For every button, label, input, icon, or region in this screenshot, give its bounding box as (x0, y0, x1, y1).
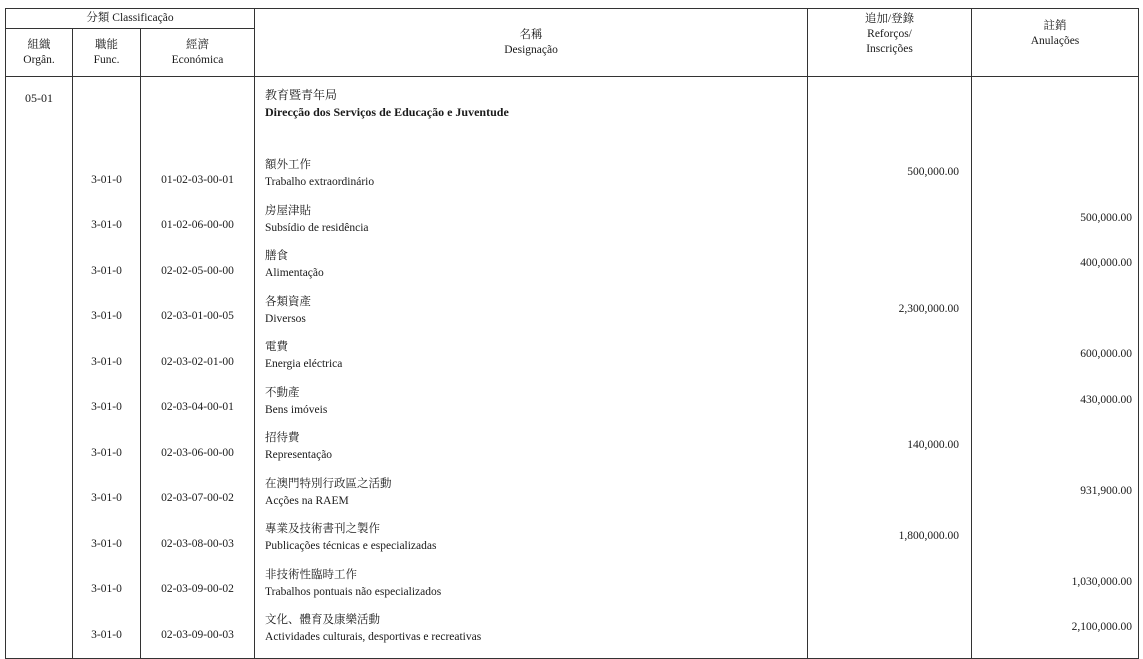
reinforcement-amount (808, 385, 972, 431)
functional-code: 3-01-0 (73, 476, 141, 522)
functional-code: 3-01-0 (73, 294, 141, 340)
designation-pt: Diversos (265, 312, 306, 325)
designation-zh: 電費 (265, 341, 289, 353)
functional-code: 3-01-0 (73, 567, 141, 613)
annulment-amount: 430,000.00 (972, 385, 1139, 431)
designation-pt: Acções na RAEM (265, 494, 349, 507)
reinforcement-amount (808, 248, 972, 294)
table-row (6, 385, 1139, 431)
table-row (6, 248, 1139, 294)
designation-zh: 房屋津貼 (265, 204, 312, 217)
annulment-amount (972, 521, 1139, 567)
annulment-amount (972, 430, 1139, 476)
table-row (6, 294, 1139, 340)
annulments-header (972, 9, 1139, 77)
annulment-amount (972, 157, 1139, 203)
designation-zh: 額外工作 (265, 159, 312, 171)
designation-header-pt: Designação (504, 43, 558, 56)
annulments-header-pt: Anulações (1030, 35, 1080, 47)
organic-header (6, 29, 73, 77)
table-row (6, 612, 1139, 658)
table-row (6, 203, 1139, 249)
economic-code: 02-03-07-00-02 (141, 476, 255, 522)
designation-pt: Trabalhos pontuais não especializados (265, 585, 442, 598)
designation-cell (255, 294, 808, 340)
annulment-amount: 600,000.00 (972, 339, 1139, 385)
designation-cell (255, 476, 808, 522)
reinforcement-amount (808, 567, 972, 613)
reinforcements-header (808, 9, 972, 77)
table-row (6, 430, 1139, 476)
reinforcement-amount (808, 203, 972, 249)
designation-cell (255, 248, 808, 294)
functional-header-zh: 職能 (95, 38, 118, 51)
table-row (6, 476, 1139, 522)
organ-row (6, 77, 1139, 138)
economic-code: 02-03-04-00-01 (141, 385, 255, 431)
designation-pt: Alimentação (265, 267, 324, 279)
spacer-row (6, 137, 1139, 157)
designation-pt: Subsídio de residência (265, 221, 369, 234)
functional-code: 3-01-0 (73, 612, 141, 658)
economic-code: 02-02-05-00-00 (141, 248, 255, 294)
annulment-amount: 400,000.00 (972, 248, 1139, 294)
economic-code: 01-02-06-00-00 (141, 203, 255, 249)
economic-code: 02-03-02-01-00 (141, 339, 255, 385)
functional-code: 3-01-0 (73, 339, 141, 385)
designation-cell (255, 430, 808, 476)
reinforcement-amount: 140,000.00 (808, 430, 972, 476)
designation-header-zh: 名稱 (519, 28, 543, 41)
economic-code: 02-03-01-00-05 (141, 294, 255, 340)
reinforcement-amount (808, 476, 972, 522)
economic-header-pt: Económica (171, 53, 224, 66)
designation-pt: Actividades culturais, desportivas e recreativas (265, 631, 482, 643)
designation-zh: 各類資產 (265, 295, 312, 308)
economic-code: 02-03-08-00-03 (141, 521, 255, 567)
economic-code: 02-03-09-00-02 (141, 567, 255, 613)
designation-zh: 膳食 (265, 250, 289, 262)
functional-code: 3-01-0 (73, 430, 141, 476)
designation-cell (255, 567, 808, 613)
table-row (6, 157, 1139, 203)
annulment-amount: 500,000.00 (972, 203, 1139, 249)
economic-code: 02-03-09-00-03 (141, 612, 255, 658)
functional-code: 3-01-0 (73, 203, 141, 249)
reinforcements-header-pt2: Inscrições (866, 43, 913, 55)
reinforcement-amount: 2,300,000.00 (808, 294, 972, 340)
functional-header-pt: Func. (93, 53, 120, 66)
functional-header (73, 29, 141, 77)
annulment-amount: 2,100,000.00 (972, 612, 1139, 658)
economic-header-zh: 經濟 (186, 38, 209, 51)
designation-cell (255, 203, 808, 249)
functional-code: 3-01-0 (73, 248, 141, 294)
organ-code: 05-01 (6, 77, 73, 138)
designation-pt: Trabalho extraordinário (265, 176, 375, 188)
organ-name (255, 77, 808, 138)
designation-cell (255, 339, 808, 385)
reinforcement-amount (808, 612, 972, 658)
functional-code: 3-01-0 (73, 521, 141, 567)
organic-header-pt: Orgân. (23, 53, 55, 66)
annulment-amount (972, 294, 1139, 340)
annulment-amount: 1,030,000.00 (972, 567, 1139, 613)
designation-zh: 招待費 (265, 432, 300, 444)
table-row (6, 521, 1139, 567)
reinforcements-header-zh: 追加/登錄 (864, 13, 915, 25)
table-row (6, 339, 1139, 385)
designation-cell (255, 385, 808, 431)
designation-pt: Bens imóveis (265, 403, 328, 416)
designation-zh: 在澳門特別行政區之活動 (265, 477, 392, 490)
reinforcements-header-pt1: Reforços/ (867, 28, 912, 40)
annulments-header-zh: 註銷 (1043, 20, 1067, 32)
designation-zh: 非技術性臨時工作 (265, 568, 358, 581)
designation-header (255, 9, 808, 77)
annulment-amount: 931,900.00 (972, 476, 1139, 522)
economic-code: 02-03-06-00-00 (141, 430, 255, 476)
reinforcement-amount: 1,800,000.00 (808, 521, 972, 567)
designation-pt: Representação (265, 449, 333, 461)
economic-code: 01-02-03-00-01 (141, 157, 255, 203)
designation-pt: Energia eléctrica (265, 358, 343, 370)
economic-header (141, 29, 255, 77)
functional-code: 3-01-0 (73, 157, 141, 203)
designation-cell (255, 157, 808, 203)
reinforcement-amount (808, 339, 972, 385)
classification-header: 分類 Classificação (6, 9, 255, 29)
organ-name-zh: 教育暨青年局 (265, 88, 338, 102)
organic-header-zh: 組織 (27, 38, 51, 51)
functional-code: 3-01-0 (73, 385, 141, 431)
designation-pt: Publicações técnicas e especializadas (265, 540, 437, 552)
designation-cell (255, 521, 808, 567)
designation-zh: 專業及技術書刊之製作 (265, 523, 381, 535)
designation-zh: 文化、體育及康樂活動 (265, 614, 381, 626)
designation-cell (255, 612, 808, 658)
reinforcement-amount: 500,000.00 (808, 157, 972, 203)
designation-zh: 不動產 (265, 386, 300, 399)
table-row (6, 567, 1139, 613)
budget-table (5, 8, 1139, 659)
organ-name-pt: Direcção dos Serviços de Educação e Juventude (265, 105, 509, 119)
